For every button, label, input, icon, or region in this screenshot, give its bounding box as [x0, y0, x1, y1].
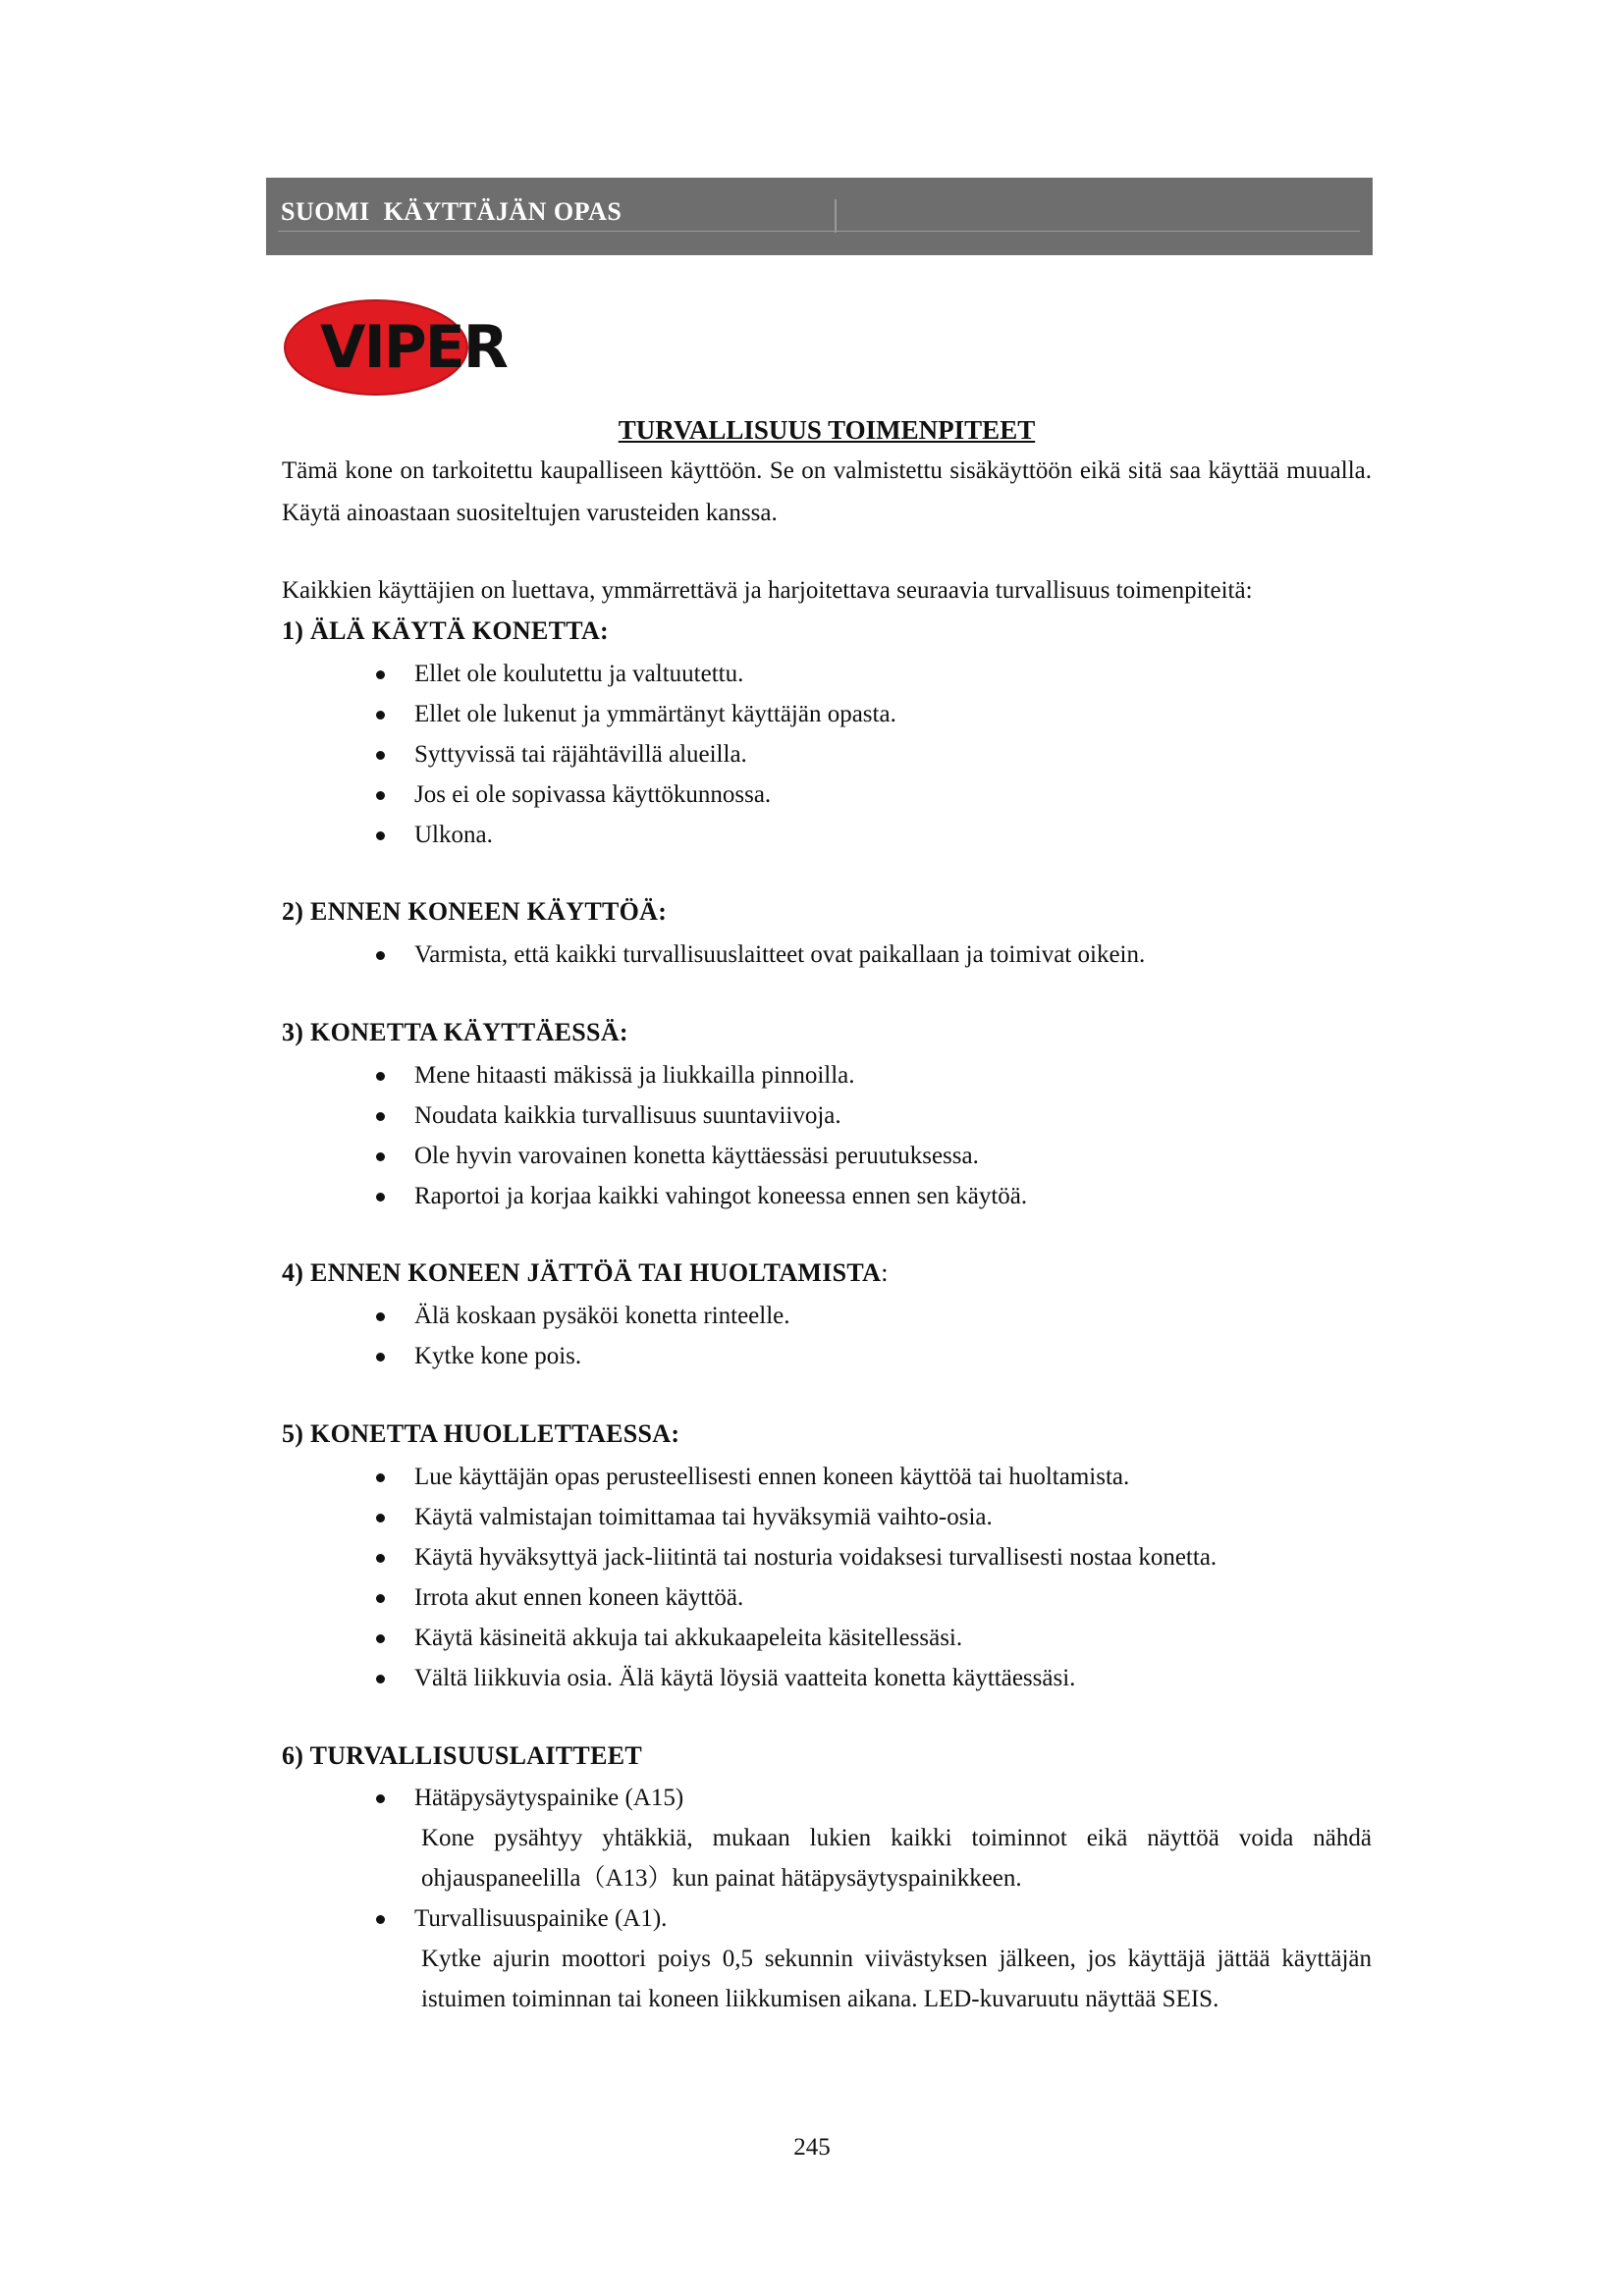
list-item — [282, 1336, 1372, 1376]
list-item-text: Raportoi ja korjaa kaikki vahingot koneessa ennen sen käytöä. — [414, 1183, 1028, 1209]
list-item — [282, 1055, 1372, 1095]
list-item-text: Vältä liikkuvia osia. Älä käytä löysiä vaatteita konetta käyttäessäsi. — [414, 1665, 1076, 1691]
bullet-icon — [376, 1193, 385, 1201]
list-item-text: Kytke kone pois. — [414, 1343, 582, 1369]
logo-wordmark: VIPER — [320, 313, 507, 382]
list-item — [282, 774, 1372, 815]
section-heading: 2) ENNEN KONEEN KÄYTTÖÄ: — [282, 897, 668, 926]
bullet-icon — [376, 1915, 385, 1924]
section-list — [282, 934, 1372, 975]
page-number: 245 — [793, 2134, 831, 2161]
list-item-text: Jos ei ole sopivassa käyttökunnossa. — [414, 781, 772, 808]
description-text: Kone pysähtyy yhtäkkiä, mukaan lukien kaikki toiminnot eikä näyttöä voida nähdä ohjauspaneelilla（A13）kun painat hätäpysäytyspainikkeen. — [421, 1825, 1372, 1892]
bullet-icon — [376, 791, 385, 800]
header-bar — [266, 178, 1373, 255]
list-item — [282, 1176, 1372, 1216]
list-item-text: Ellet ole lukenut ja ymmärtänyt käyttäjän opasta. — [414, 701, 896, 727]
list-item-text: Ellet ole koulutettu ja valtuutettu. — [414, 661, 744, 687]
list-item — [282, 1095, 1372, 1136]
list-item — [282, 1457, 1372, 1497]
list-item — [282, 815, 1372, 855]
section-list — [282, 1778, 1372, 2019]
bullet-icon — [376, 1634, 385, 1643]
header-rule-right — [835, 231, 1360, 232]
section-list — [282, 1296, 1372, 1376]
bullet-icon — [376, 751, 385, 760]
list-item — [282, 1537, 1372, 1577]
list-item-description — [282, 1818, 1372, 1898]
list-item — [282, 1618, 1372, 1658]
section-heading-text: 4) ENNEN KONEEN JÄTTÖÄ TAI HUOLTAMISTA — [282, 1258, 882, 1287]
list-item — [282, 694, 1372, 734]
section-list — [282, 1457, 1372, 1698]
list-item-text: Käytä hyväksyttyä jack-liitintä tai nosturia voidaksesi turvallisesti nostaa konetta. — [414, 1544, 1218, 1571]
viper-logo — [282, 296, 547, 399]
section-heading — [282, 1258, 889, 1288]
list-item-text: Syttyvissä tai räjähtävillä alueilla. — [414, 741, 747, 768]
intro-paragraph: Tämä kone on tarkoitettu kaupalliseen käyttöön. Se on valmistettu sisäkäyttöön eikä sitä saa käyttää muualla. Käytä ainoastaan suositeltujen varusteiden kanssa. — [282, 457, 1372, 526]
list-item-text: Irrota akut ennen koneen käyttöä. — [414, 1584, 744, 1611]
bullet-icon — [376, 1473, 385, 1482]
section-list — [282, 1055, 1372, 1216]
bullet-icon — [376, 1594, 385, 1603]
bullet-icon — [376, 951, 385, 960]
list-item — [282, 654, 1372, 694]
section-heading: 5) KONETTA HUOLLETTAESSA: — [282, 1419, 680, 1448]
bullet-icon — [376, 1675, 385, 1683]
bullet-icon — [376, 1152, 385, 1161]
document-title: TURVALLISUUS TOIMENPITEET — [618, 415, 1036, 445]
list-item-text: Hätäpysäytyspainike (A15) — [414, 1785, 684, 1811]
list-item — [282, 1778, 1372, 1818]
list-item-text: Varmista, että kaikki turvallisuuslaitteet ovat paikallaan ja toimivat oikein. — [414, 941, 1146, 968]
bullet-icon — [376, 711, 385, 720]
list-item-text: Älä koskaan pysäköi konetta rinteelle. — [414, 1303, 790, 1329]
lead-paragraph: Kaikkien käyttäjien on luettava, ymmärrettävä ja harjoitettava seuraavia turvallisuus toimenpiteitä: — [282, 577, 1253, 604]
list-item — [282, 1577, 1372, 1618]
section-heading: 1) ÄLÄ KÄYTÄ KONETTA: — [282, 616, 610, 645]
list-item-text: Mene hitaasti mäkissä ja liukkailla pinnoilla. — [414, 1062, 855, 1089]
list-item — [282, 1497, 1372, 1537]
section-list — [282, 654, 1372, 855]
section-heading: 3) KONETTA KÄYTTÄESSÄ: — [282, 1018, 628, 1046]
bullet-icon — [376, 1514, 385, 1522]
bullet-icon — [376, 1353, 385, 1362]
bullet-icon — [376, 1554, 385, 1563]
list-item-description — [282, 1939, 1372, 2019]
header-title: SUOMI KÄYTTÄJÄN OPAS — [281, 197, 623, 226]
section-heading-colon: : — [881, 1258, 889, 1287]
bullet-icon — [376, 1794, 385, 1803]
description-text: Kytke ajurin moottori poiys 0,5 sekunnin viivästyksen jälkeen, jos käyttäjä jättää käyttäjän istuimen toiminnan tai koneen liikkumisen aikana. LED-kuvaruutu näyttää SEIS. — [421, 1946, 1372, 2012]
bullet-icon — [376, 1312, 385, 1321]
list-item — [282, 1296, 1372, 1336]
list-item — [282, 1898, 1372, 1939]
list-item-text: Ole hyvin varovainen konetta käyttäessäsi peruutuksessa. — [414, 1143, 979, 1169]
list-item-text: Noudata kaikkia turvallisuus suuntaviivoja. — [414, 1102, 841, 1129]
list-item-text: Käytä valmistajan toimittamaa tai hyväksymiä vaihto-osia. — [414, 1504, 993, 1530]
bullet-icon — [376, 1072, 385, 1081]
list-item — [282, 1136, 1372, 1176]
bullet-icon — [376, 1112, 385, 1121]
list-item-text: Käytä käsineitä akkuja tai akkukaapeleita käsitellessäsi. — [414, 1625, 963, 1651]
list-item — [282, 934, 1372, 975]
list-item — [282, 734, 1372, 774]
header-divider — [835, 199, 837, 233]
list-item-text: Turvallisuuspainike (A1). — [414, 1905, 668, 1932]
bullet-icon — [376, 831, 385, 840]
bullet-icon — [376, 670, 385, 679]
list-item-text: Lue käyttäjän opas perusteellisesti ennen koneen käyttöä tai huoltamista. — [414, 1464, 1130, 1490]
section-heading: 6) TURVALLISUUSLAITTEET — [282, 1741, 642, 1770]
list-item-text: Ulkona. — [414, 822, 493, 848]
list-item — [282, 1658, 1372, 1698]
